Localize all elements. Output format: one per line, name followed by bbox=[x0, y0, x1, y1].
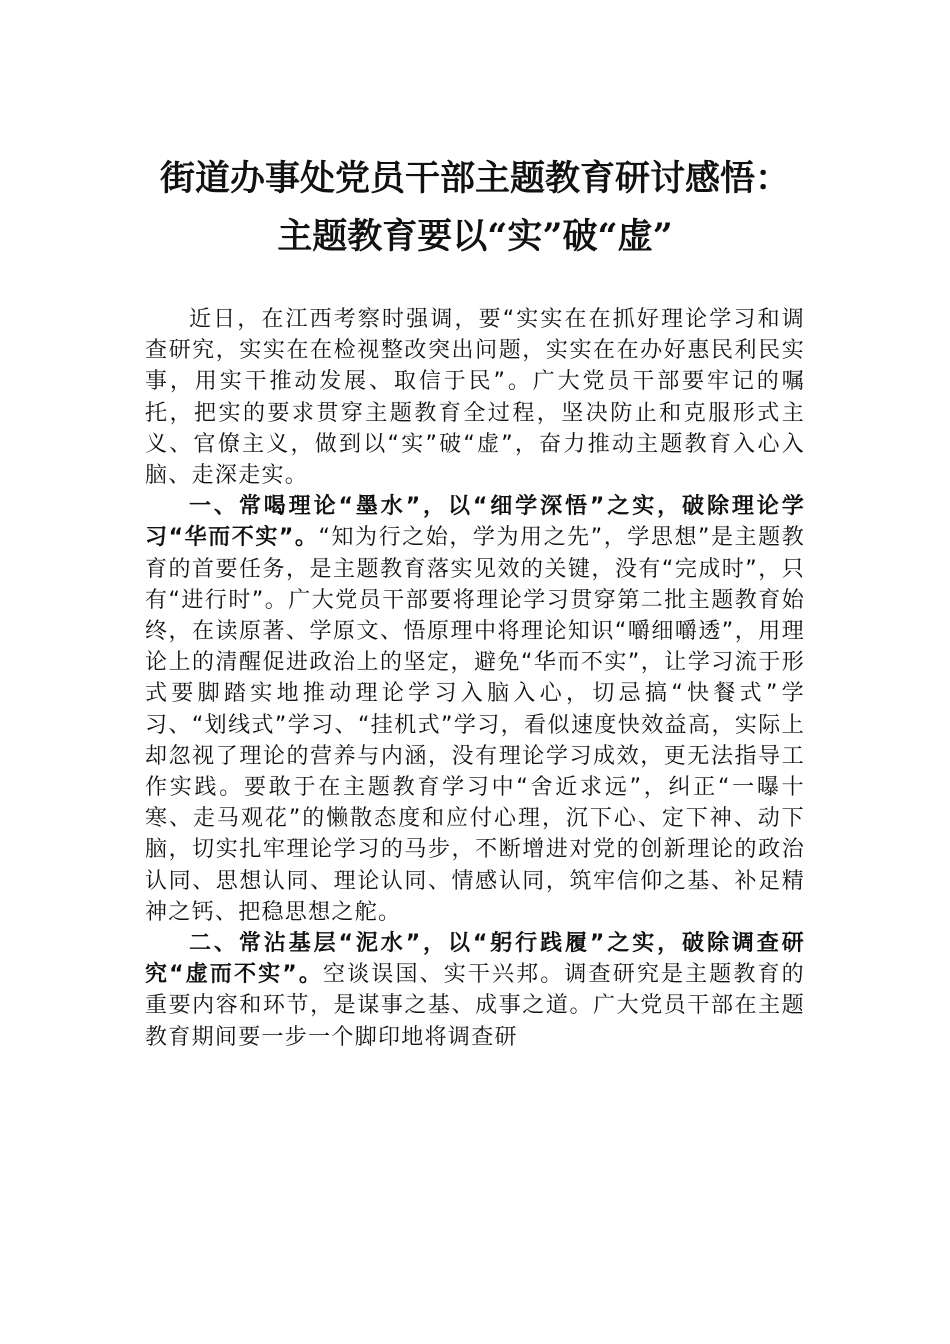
section-heading: 一、常喝理论“墨水”，以“细学深悟”之实，破除理论学习“华而不实”。 bbox=[145, 494, 805, 551]
paragraph-intro bbox=[145, 304, 805, 491]
paragraph-text: 空谈误国、实干兴邦。调查研究是主题教育的重要内容和环节，是谋事之基、成事之道。广大党员干部在主题教育期间要一步一个脚印地将调查研 bbox=[145, 962, 805, 1050]
document-title bbox=[125, 150, 825, 266]
paragraph-text: “知为行之始，学为用之先”，学思想”是主题教育的首要任务，是主题教育落实见效的关键，没有“完成时”，只有“进行时”。广大党员干部要将理论学习贯穿第二批主题教育始终，在读原著、学原文、悟原理中将理论知识“嚼细嚼透”，用理论上的清醒促进政治上的坚定，避免“华而不实”，让学习流于形式要脚踏实地推动理论学习入脑入心，切忌搞“快餐式”学习、“划线式”学习、“挂机式”学习，看似速度快效益高，实际上却忽视了理论的营养与内涵，没有理论学习成效，更无法指导工作实践。要敢于在主题教育学习中“舍近求远”，纠正“一曝十寒、走马观花”的懒散态度和应付心理，沉下心、定下神、动下脑，切实扎牢理论学习的马步，不断增进对党的创新理论的政治认同、思想认同、理论认同、情感认同，筑牢信仰之基、补足精神之钙、把稳思想之舵。 bbox=[145, 525, 805, 925]
paragraph-section-2 bbox=[145, 928, 805, 1053]
section-heading: 二、常沾基层“泥水”，以“躬行践履”之实，破除调查研究“虚而不实”。 bbox=[145, 931, 805, 988]
paragraph-section-1 bbox=[145, 491, 805, 928]
title-line-2: 主题教育要以“实”破“虚” bbox=[277, 216, 673, 257]
paragraph-text: 近日，在江西考察时强调，要“实实在在抓好理论学习和调查研究，实实在在检视整改突出问题，实实在在办好惠民利民实事，用实干推动发展、取信于民”。广大党员干部要牢记的嘱托，把实的要求贯穿主题教育全过程，坚决防止和克服形式主义、官僚主义，做到以“实”破“虚”，奋力推动主题教育入心入脑、走深走实。 bbox=[145, 307, 805, 489]
document-page bbox=[145, 150, 805, 1053]
title-line-1: 街道办事处党员干部主题教育研讨感悟： bbox=[159, 158, 790, 199]
